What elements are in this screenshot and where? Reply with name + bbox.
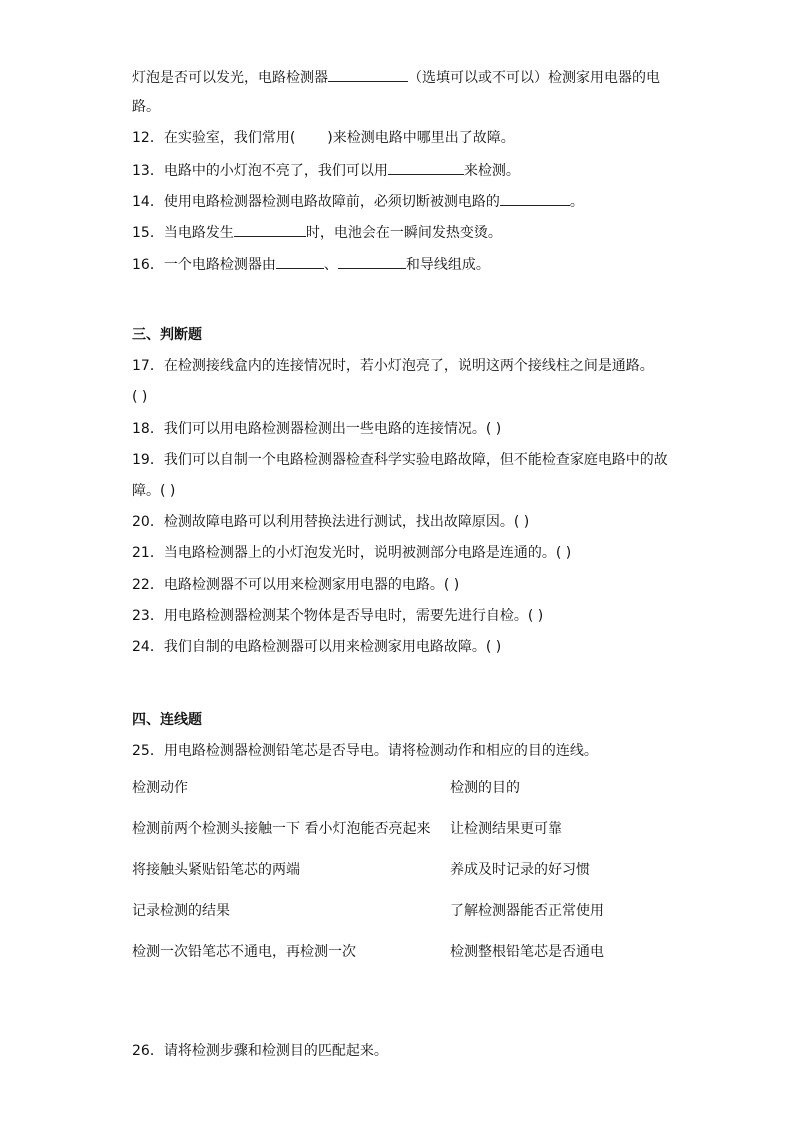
q19-wrap-line <box>132 481 175 501</box>
q17-line <box>132 356 654 376</box>
q19-text: 19．我们可以自制一个电路检测器检查科学实验电路故障，但不能检查家庭电路中的故 <box>132 452 668 468</box>
q11-blank[interactable] <box>328 66 408 82</box>
q14-blank[interactable] <box>500 190 570 206</box>
section-judge-heading: 三、判断题 <box>132 327 202 343</box>
q15-text-pre: 15．当电路发生 <box>132 225 234 241</box>
q15-text-post: 时，电池会在一瞬间发热变烫。 <box>305 225 502 241</box>
q25-left-item-2[interactable]: 将接触头紧贴铅笔芯的两端 <box>132 862 300 878</box>
q11-line <box>132 66 660 88</box>
q25-right-item-3[interactable]: 了解检测器能否正常使用 <box>450 903 604 919</box>
q18-line <box>132 419 501 439</box>
q15-line <box>132 221 502 243</box>
q24-line <box>132 637 501 657</box>
q14-text-post: 。 <box>569 194 584 210</box>
q14-text-pre: 14．使用电路检测器检测电路故障前，必须切断被测电路的 <box>132 194 500 210</box>
q13-blank[interactable] <box>388 159 464 175</box>
q19-text-wrap: 障。 <box>132 483 160 499</box>
q25-left-item-1[interactable]: 检测前两个检测头接触一下 看小灯泡能否亮起来 <box>132 821 431 837</box>
q13-line <box>132 159 520 181</box>
q22-line <box>132 575 459 595</box>
q26-line <box>132 1041 388 1061</box>
q22-text: 22．电路检测器不可以用来检测家用电器的电路。 <box>132 577 444 593</box>
q17-paren-line <box>132 387 147 407</box>
q16-blank-1[interactable] <box>276 253 324 269</box>
q11-wrap-line <box>132 97 160 117</box>
q25-left-header: 检测动作 <box>132 780 188 796</box>
q20-answer-paren[interactable]: ( ) <box>513 514 530 530</box>
q25-text: 25．用电路检测器检测铅笔芯是否导电。请将检测动作和相应的目的连线。 <box>132 743 598 759</box>
q25-right-item-2[interactable]: 养成及时记录的好习惯 <box>450 862 590 878</box>
q21-answer-paren[interactable]: ( ) <box>555 545 572 561</box>
q17-text: 17．在检测接线盒内的连接情况时，若小灯泡亮了，说明这两个接线柱之间是通路。 <box>132 358 654 374</box>
q17-answer-paren[interactable]: ( ) <box>132 389 148 405</box>
q13-text-post: 来检测。 <box>463 163 520 179</box>
q24-answer-paren[interactable]: ( ) <box>485 639 502 655</box>
q25-right-item-1[interactable]: 让检测结果更可靠 <box>450 821 562 837</box>
q20-line <box>132 512 529 532</box>
q21-line <box>132 543 571 563</box>
q23-answer-paren[interactable]: ( ) <box>527 608 544 624</box>
q12-line <box>132 128 515 148</box>
q18-answer-paren[interactable]: ( ) <box>485 421 502 437</box>
q20-text: 20．检测故障电路可以利用替换法进行测试，找出故障原因。 <box>132 514 514 530</box>
q22-answer-paren[interactable]: ( ) <box>443 577 460 593</box>
q25-right-header: 检测的目的 <box>450 780 520 796</box>
q11-text-pre: 灯泡是否可以发光，电路检测器 <box>132 70 328 86</box>
q16-text-mid: 、 <box>323 257 338 273</box>
q18-text: 18．我们可以用电路检测器检测出一些电路的连接情况。 <box>132 421 486 437</box>
q23-line <box>132 606 543 626</box>
section-match-heading: 四、连线题 <box>132 712 202 728</box>
q11-text-wrap: 路。 <box>132 99 160 115</box>
q16-text-pre: 16．一个电路检测器由 <box>132 257 276 273</box>
q16-line <box>132 253 490 275</box>
q14-line <box>132 190 584 212</box>
q26-text: 26．请将检测步骤和检测目的匹配起来。 <box>132 1043 388 1059</box>
q11-text-post: （选填可以或不可以）检测家用电器的电 <box>408 70 660 86</box>
q25-right-item-4[interactable]: 检测整根铅笔芯是否通电 <box>450 944 604 960</box>
q25-left-item-4[interactable]: 检测一次铅笔芯不通电，再检测一次 <box>132 944 356 960</box>
q12-text-post: )来检测电路中哪里出了故障。 <box>327 130 515 146</box>
q25-left-item-3[interactable]: 记录检测的结果 <box>132 903 230 919</box>
q24-text: 24．我们自制的电路检测器可以用来检测家用电路故障。 <box>132 639 486 655</box>
q23-text: 23．用电路检测器检测某个物体是否导电时，需要先进行自检。 <box>132 608 528 624</box>
q13-text-pre: 13．电路中的小灯泡不亮了，我们可以用 <box>132 163 388 179</box>
q19-line <box>132 450 668 470</box>
q15-blank[interactable] <box>234 221 306 237</box>
q21-text: 21．当电路检测器上的小灯泡发光时，说明被测部分电路是连通的。 <box>132 545 556 561</box>
q25-line <box>132 741 598 761</box>
q16-blank-2[interactable] <box>338 253 406 269</box>
q16-text-post: 和导线组成。 <box>405 257 490 273</box>
q19-answer-paren[interactable]: ( ) <box>160 483 176 499</box>
q12-text-pre: 12．在实验室，我们常用( <box>132 130 296 146</box>
